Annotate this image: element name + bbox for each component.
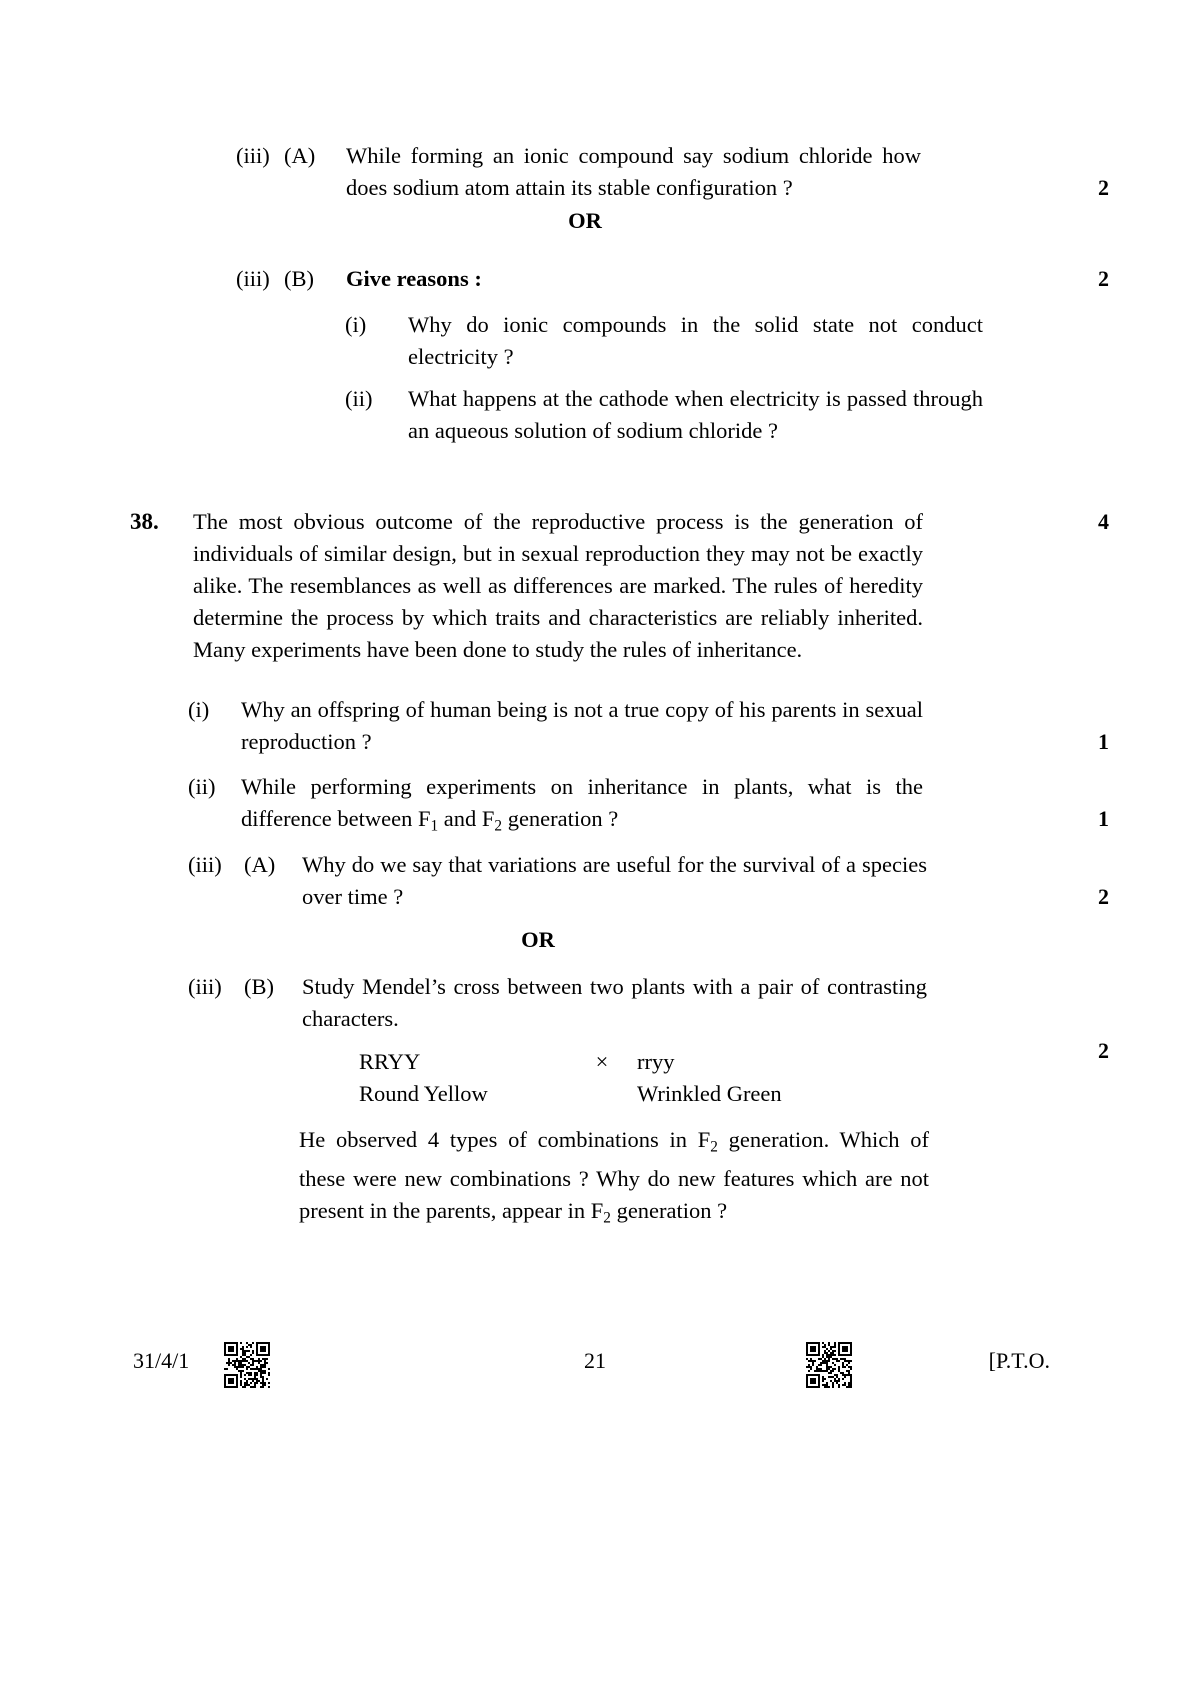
subpart-text: Why do ionic compounds in the solid state not conduct electricity ? <box>408 312 983 369</box>
f2-subscript: 2 <box>603 1209 611 1227</box>
or-divider-2: OR <box>521 927 555 952</box>
question-38-part-iii-a <box>188 849 1144 913</box>
subpart-text: What happens at the cathode when electricity is passed through an aqueous solution of sodium chloride ? <box>408 386 983 443</box>
question-38-stem: The most obvious outcome of the reproductive process is the generation of individuals of similar design, but in sexual reproduction they may not be exactly alike. The resemblances as well as differences are marked. The rules of heredity determine the process by which traits and characteristics are reliably inherited. Many experiments have been done to study the rules of inheritance. <box>193 509 923 662</box>
part-alpha-label: (B) <box>284 266 314 291</box>
marks-value: 2 <box>1098 175 1109 200</box>
question-37-part-iii-a <box>236 140 1144 204</box>
question-38-part-iii-b-tail <box>299 1124 929 1235</box>
f2-subscript: 2 <box>494 817 503 835</box>
part-text-segment-2: and F <box>438 806 495 831</box>
part-text-segment-3: generation ? <box>502 806 619 831</box>
or-divider-1: OR <box>568 208 602 233</box>
question-number: 38. <box>130 509 159 534</box>
cross-genotype-row <box>359 1046 897 1078</box>
subpart-label: (i) <box>345 312 367 337</box>
tail-segment-2: generation. Which of these were new combinations ? Why do new features which are not present in the parents, appear in F <box>299 1127 930 1224</box>
parent-left-genotype: RRYY <box>359 1049 421 1074</box>
part-text <box>241 771 923 842</box>
question-38 <box>130 506 1144 666</box>
qr-code-icon <box>806 1342 852 1388</box>
cross-symbol-icon: × <box>595 1049 609 1074</box>
page-number: 21 <box>584 1348 606 1373</box>
part-text: Why an offspring of human being is not a true copy of his parents in sexual reproduction ? <box>241 697 923 754</box>
question-38-part-i <box>188 694 1144 758</box>
part-label: (i) <box>188 697 210 722</box>
paper-code: 31/4/1 <box>133 1348 190 1373</box>
mendel-cross-diagram <box>359 1046 897 1110</box>
tail-segment-3: generation ? <box>610 1198 728 1224</box>
part-alpha-label: (B) <box>244 974 274 999</box>
pto-label: [P.T.O. <box>988 1348 1050 1373</box>
part-text: Study Mendel’s cross between two plants with a pair of contrasting characters. <box>302 974 927 1031</box>
question-text: Give reasons : <box>346 266 482 291</box>
part-alpha-label: (A) <box>244 852 276 877</box>
question-text: While forming an ionic compound say sodium chloride how does sodium atom attain its stable configuration ? <box>346 143 921 200</box>
f1-subscript: 1 <box>430 817 439 835</box>
parent-right-phenotype: Wrinkled Green <box>637 1081 782 1106</box>
question-38-part-ii <box>188 771 1144 842</box>
question-37-subpart-ii <box>345 383 1145 447</box>
marks-value: 2 <box>1098 266 1109 291</box>
part-roman-label: (iii) <box>236 143 270 168</box>
part-text-segment-1: While performing experiments on inheritance in plants, what is the difference between F <box>241 774 923 831</box>
cross-phenotype-row <box>359 1078 897 1110</box>
part-roman-label: (iii) <box>236 266 270 291</box>
part-alpha-label: (A) <box>284 143 316 168</box>
part-roman-label: (iii) <box>188 974 222 999</box>
tail-segment-1: He observed 4 types of combinations in F <box>299 1127 711 1152</box>
part-label: (ii) <box>188 774 216 799</box>
marks-value: 2 <box>1098 1038 1109 1063</box>
part-roman-label: (iii) <box>188 852 222 877</box>
marks-value: 2 <box>1098 884 1109 909</box>
question-37-part-iii-b <box>236 263 1144 295</box>
marks-value: 4 <box>1098 509 1109 534</box>
marks-value: 1 <box>1098 806 1109 831</box>
parent-right-genotype: rryy <box>637 1049 675 1074</box>
parent-left-phenotype: Round Yellow <box>359 1081 488 1106</box>
subpart-label: (ii) <box>345 386 373 411</box>
f2-subscript: 2 <box>710 1138 718 1156</box>
part-text: Why do we say that variations are useful for the survival of a species over time ? <box>302 852 927 909</box>
marks-value: 1 <box>1098 729 1109 754</box>
page-footer <box>0 1340 1190 1410</box>
question-37-subpart-i <box>345 309 1145 373</box>
